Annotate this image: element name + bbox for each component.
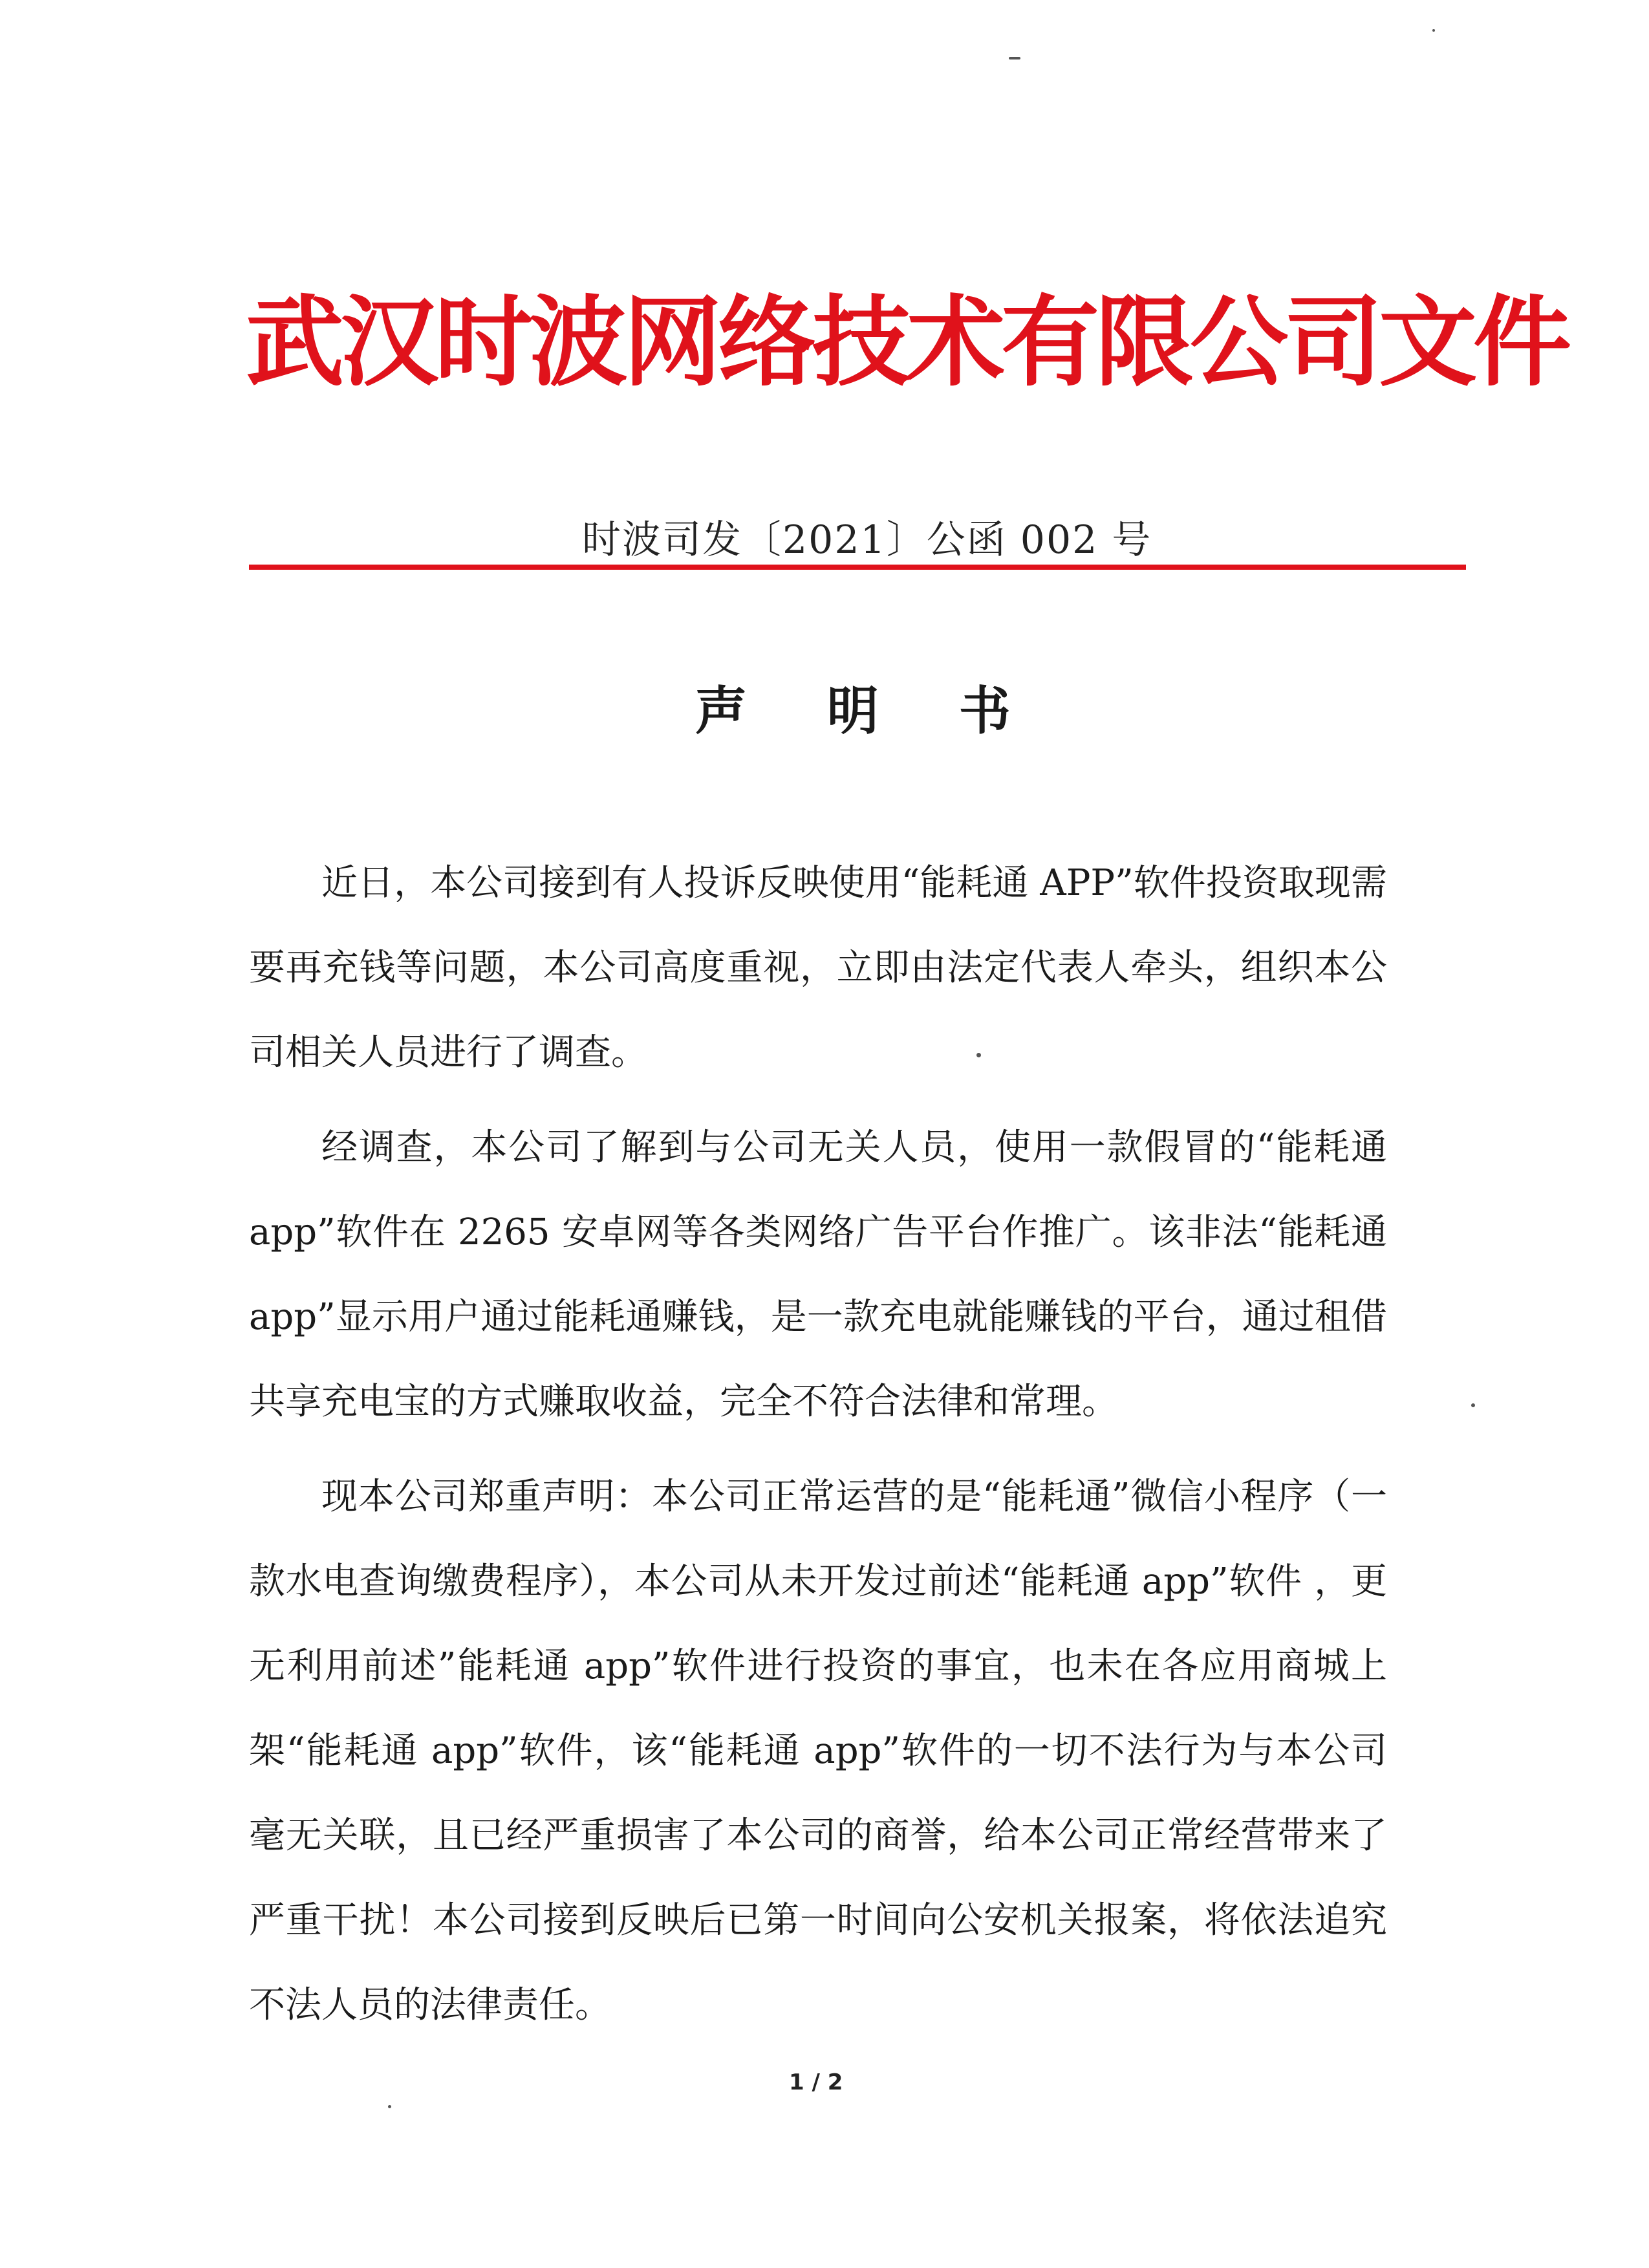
page-number: 1 / 2 xyxy=(789,2069,843,2095)
document-header-title: 武汉时波网络技术有限公司文件 xyxy=(246,285,1568,400)
paragraph-3: 现本公司郑重声明：本公司正常运营的是“能耗通”微信小程序（一款水电查询缴费程序），本公司从未开发过前述“能耗通 app”软件 ，更无利用前述”能耗通 app”软件进行投资的事宜，也未在各应用商城上架“能耗通 app”软件，该“能耗通 app”软件的一切不法行为与本公司毫无关联，且已经严重损害了本公司的商誉，给本公司正常经营带来了严重干扰！本公司接到反映后已第一时间向公安机关报案，将依法追究不法人员的法律责任。 xyxy=(249,1476,1387,2026)
scan-speck xyxy=(1009,57,1020,59)
paragraph-2: 经调查，本公司了解到与公司无关人员，使用一款假冒的“能耗通 app”软件在 2265 安卓网等各类网络广告平台作推广。该非法“能耗通 app”显示用户通过能耗通赚钱，是一款充电就能赚钱的平台，通过租借共享充电宝的方式赚取收益，完全不符合法律和常理。 xyxy=(249,1127,1387,1423)
declaration-title: 声 明 书 xyxy=(695,681,1042,741)
scan-speck xyxy=(1432,29,1435,32)
scan-speck xyxy=(388,2105,391,2108)
declaration-body xyxy=(249,841,1387,2058)
document-number: 时波司发〔2021〕公函 002 号 xyxy=(582,517,1152,563)
scan-speck xyxy=(976,1053,981,1057)
header-divider-rule xyxy=(249,565,1466,570)
scan-speck xyxy=(1471,1403,1475,1407)
paragraph-1: 近日，本公司接到有人投诉反映使用“能耗通 APP”软件投资取现需要再充钱等问题，本公司高度重视，立即由法定代表人牵头，组织本公司相关人员进行了调查。 xyxy=(249,862,1387,1074)
